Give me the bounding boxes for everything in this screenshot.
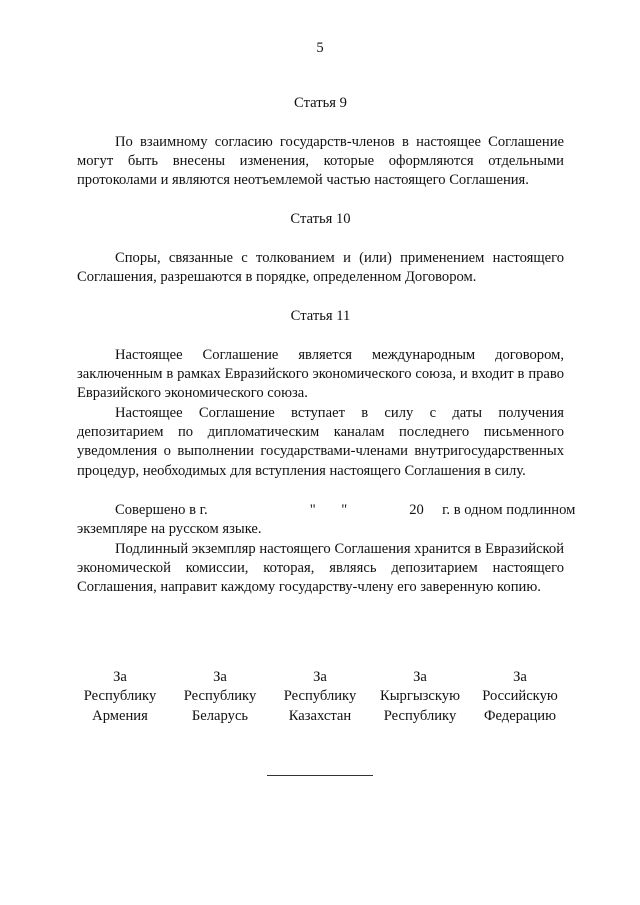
signatory-line-2: Российскую <box>482 688 558 705</box>
signatory-line-2: Республику <box>283 688 357 705</box>
signatory-kyrgyzstan <box>370 668 470 726</box>
signatory-line-3: Федерацию <box>483 707 556 724</box>
signatory-russia <box>470 668 570 726</box>
signatory-line-2: Республику <box>83 688 157 705</box>
article-11-paragraph-2: Настоящее Соглашение вступает в силу с даты получения депозитарием по дипломатическим каналам последнего письменного уведомления о выполнении государствами-членами внутригосударственных процедур, необходимых для вступления настоящего Соглашения в силу. <box>77 404 564 479</box>
signatory-kazakhstan <box>270 668 370 726</box>
done-at-line: Совершено в г. " " 20 г. в одном подлинном <box>115 501 576 518</box>
signatory-line-3: Армения <box>92 707 148 724</box>
article-9-paragraph: По взаимному согласию государств-членов в настоящее Соглашение могут быть внесены изменения, которые оформляются отдельными протоколами и являются неотъемлемой частью настоящего Соглашения. <box>77 133 564 189</box>
done-at-continuation: экземпляре на русском языке. <box>77 521 262 538</box>
signatory-for: За <box>213 669 227 685</box>
signatory-for: За <box>313 669 327 685</box>
page-number: 5 <box>316 40 324 56</box>
signatory-line-3: Казахстан <box>288 707 352 724</box>
article-11-paragraph-1: Настоящее Соглашение является международным договором, заключенным в рамках Евразийского экономического союза, и входит в право Евразийского экономического союза. <box>77 346 564 402</box>
signatory-line-2: Кыргызскую <box>380 688 460 705</box>
article-10-paragraph: Споры, связанные с толкованием и (или) применением настоящего Соглашения, разрешаются в порядке, определенном Договором. <box>77 249 564 286</box>
article-11-heading: Статья 11 <box>290 308 351 325</box>
article-9-heading: Статья 9 <box>294 95 347 111</box>
document-body <box>77 94 576 597</box>
signatory-for: За <box>113 669 127 685</box>
signatory-armenia <box>70 668 170 726</box>
signatory-belarus <box>170 668 270 726</box>
signatory-for: За <box>513 669 527 685</box>
signatory-line-2: Республику <box>183 688 257 705</box>
signatory-line-3: Республику <box>383 707 457 724</box>
signatory-for: За <box>413 669 427 685</box>
original-copy-paragraph: Подлинный экземпляр настоящего Соглашения хранится в Евразийской экономической комиссии, которая, являясь депозитарием настоящего Соглашения, направит каждому государству-члену его заверенную копию. <box>77 540 564 596</box>
article-10-heading: Статья 10 <box>290 211 351 228</box>
signatory-line-3: Беларусь <box>191 707 249 724</box>
closing-rule <box>267 775 373 776</box>
signature-block <box>70 668 570 726</box>
